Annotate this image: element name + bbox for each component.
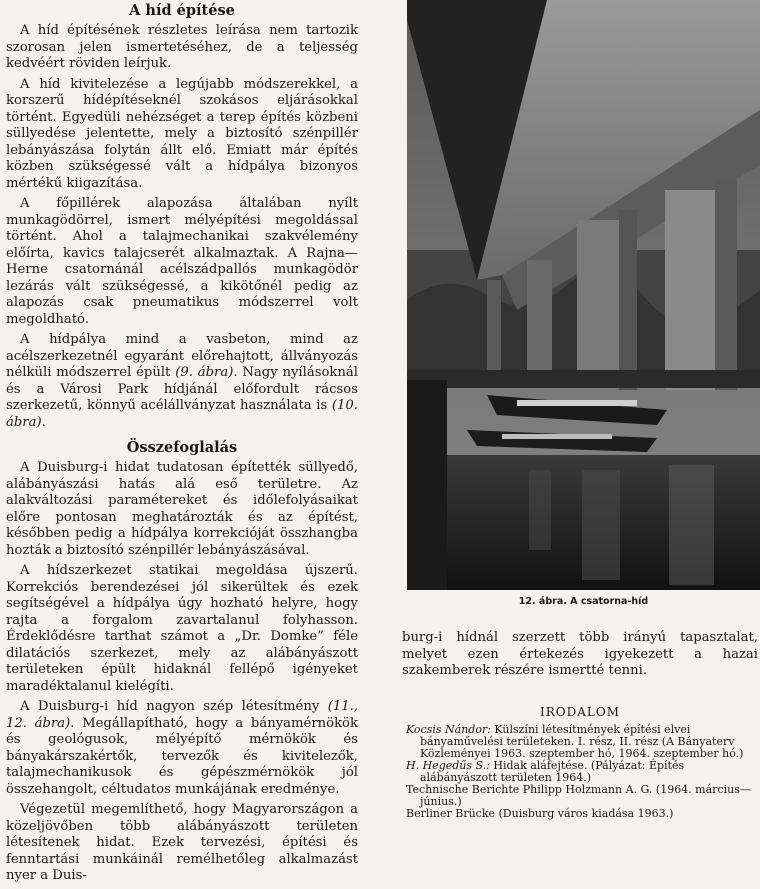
reference-item (406, 784, 758, 808)
paragraph: Végezetül megemlíthető, hogy Magyarországon a közeljövőben több alábányászott területen létesítenek hidat. Ezek tervezési, építési és fenntartási munkáinál remélhetőleg alkalmazást nyer a Duis- (6, 802, 358, 883)
left-column (6, 0, 358, 889)
text-run: . Megállapítható, hogy a bányamérnökök és geológusok, mélyépítő mérnökök és bányakárszakértők, tervezők és kivitelezők, talajmechanikusok és gépészmérnökök jól összehangolt, céltudatos munkájának eredménye. (6, 715, 358, 797)
text-run: A Duisburg-i híd nagyon szép létesítmény (20, 699, 328, 714)
reference-text: Külszíni létesítmények építési elvei bányaművelési területeken. I. rész, II. rész (A Bányaterv Közleményei 1963. szeptember hó, 1964. szeptember hó.) (420, 723, 744, 760)
paragraph: A híd építésének részletes leírása nem tartozik szorosan jelen ismertetéséhez, de a teljesség kedvéért röviden leírjuk. (6, 23, 358, 71)
paragraph: A főpillérek alapozása általában nyílt munkagödörrel, ismert mélyépítési megoldással történt. Ahol a talajmechanikai szakvélemény előírta, kavics talajcserét alkalmaztak. A Rajna—Herne csatornánál acélszádpallós munkagödör lezárás vált szükségessé, a kikötőnél pedig az alapozás csak pneumatikus módszerrel volt megoldható. (6, 196, 358, 327)
section-heading-construction: A híd építése (129, 2, 235, 19)
text-run: . (41, 414, 46, 430)
figure-reference: (10. ábra) (6, 398, 358, 430)
bridge-photo (407, 0, 760, 590)
reference-item (406, 808, 758, 820)
paragraph-continuation: burg-i hídnál szerzett több irányú tapasztalat, melyet ezen értekezés igyekezett a hazai szakemberek részére ismertté tenni. (402, 630, 758, 678)
figure-caption: 12. ábra. A csatorna-híd (518, 596, 649, 607)
paragraph (6, 699, 358, 798)
reference-text: Hidak aláfejtése. (Pályázat: Építés alábányászott területen 1964.) (420, 759, 685, 784)
reference-item (406, 760, 758, 784)
reference-text: Berliner Brücke (Duisburg város kiadása 1963.) (406, 807, 674, 820)
section-heading-summary: Összefoglalás (126, 439, 238, 456)
reference-text: Technische Berichte Philipp Holzmann A. G. (1964. március—június.) (406, 783, 751, 808)
reference-author: Kocsis Nándor: (406, 723, 491, 736)
references-heading: IRODALOM (540, 705, 620, 719)
text-run: A hídpálya mind a vasbeton, mind az acélszerkezetnél egyaránt előrehajtott, állványozás nélküli módszerrel épült (6, 332, 358, 380)
paragraph: A híd kivitelezése a legújabb módszerekkel, a korszerű hídépítéseknél szokásos eljárásokkal történt. Egyedüli nehézséget a terep építés közbeni süllyedése jelentette, mely a biztosító szénpillér lebányászása folytán állt elő. Emiatt már építés közben szükségessé vált a hídpálya bizonyos mértékű kiigazítása. (6, 76, 358, 191)
right-column-text (402, 630, 758, 684)
bridge-photo-illustration (407, 0, 760, 590)
paragraph: A hídszerkezet statikai megoldása újszerű. Korrekciós berendezései jól sikerültek és ezek segítségével a hídpálya úgy hozható helyre, hogy rajta a forgalom zavartalanul folyhasson. Érdeklődésre tarthat számot a „Dr. Domke” féle dilatációs szerkezet, mely az alábányászott területeken épült hidaknál fellépő igényeket maradéktalanul kielégíti. (6, 563, 358, 694)
paragraph (6, 332, 358, 431)
references-list (406, 724, 758, 820)
reference-item (406, 724, 758, 760)
figure-reference: (9. ábra) (175, 365, 234, 380)
reference-author: H. Hegedűs S.: (406, 759, 490, 772)
paragraph: A Duisburg-i hidat tudatosan építették süllyedő, alábányászási hatás alá eső területre. Az alakváltozási paramétereket és időlefolyásaikat előre pontosan meghatározták és az építést, későbben pedig a hídpálya korrekcióját összhangba hozták a biztosító szénpillér lebányászásával. (6, 460, 358, 558)
figure-reference: (11., 12. ábra) (6, 699, 358, 731)
text-run: . Nagy nyílásoknál és a Városi Park hídjánál előfordult rácsos szerkezetű, könnyű acélállványzat használata is (6, 365, 358, 413)
